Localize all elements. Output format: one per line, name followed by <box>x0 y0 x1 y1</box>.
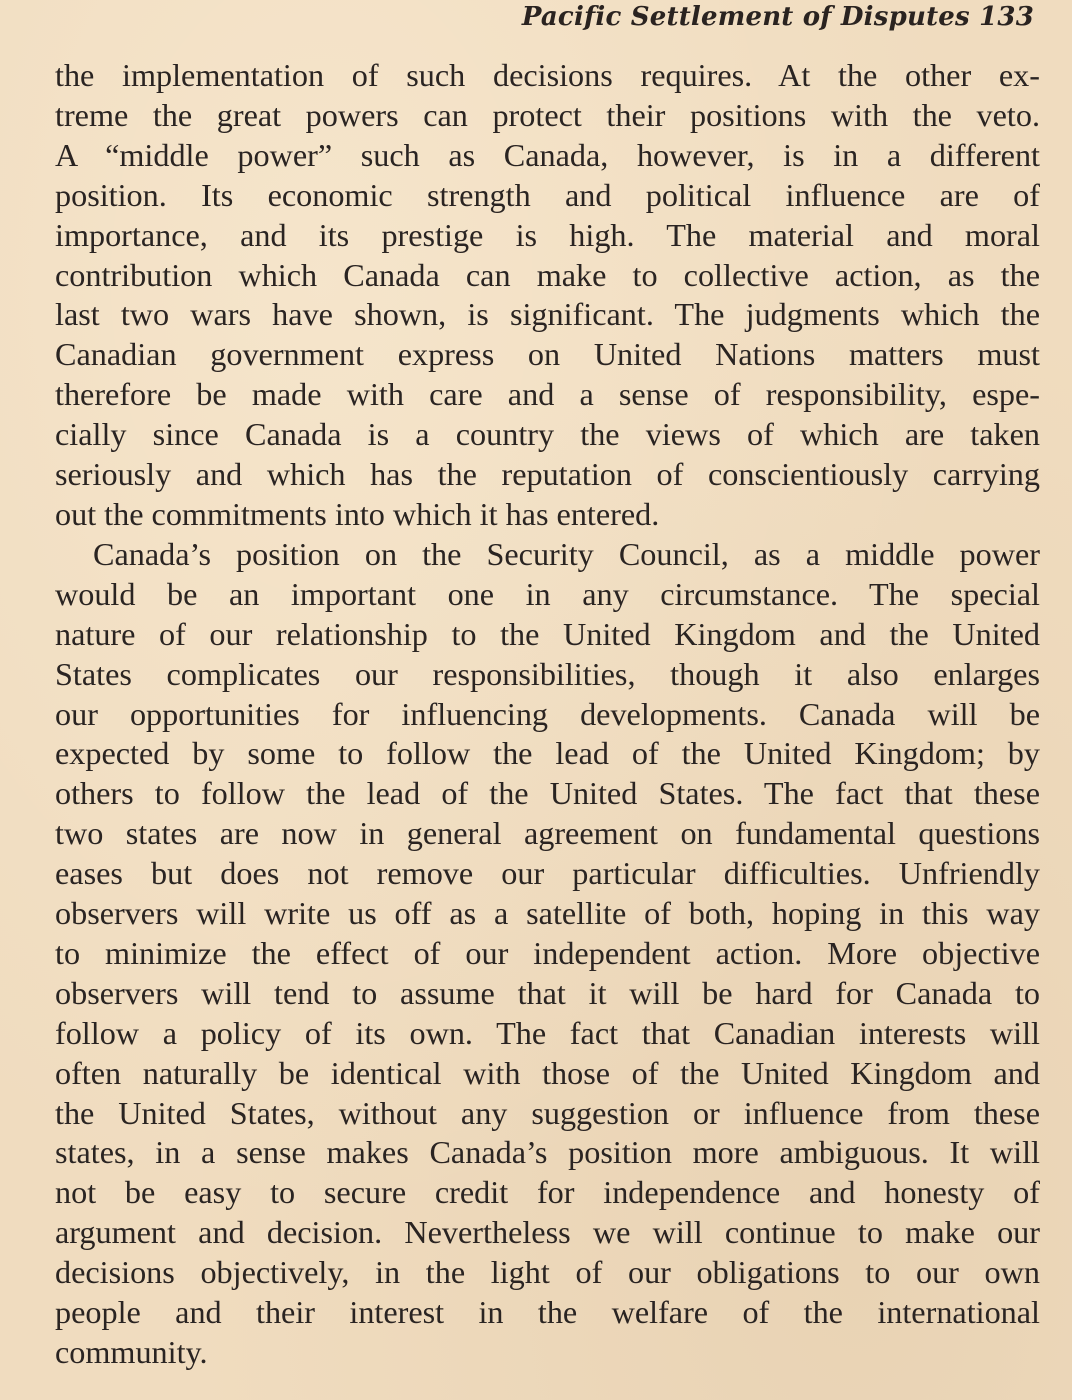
text-line: community. <box>55 1334 208 1370</box>
text-line: Canada’s position on the Security Council, as a middle power <box>93 535 1040 572</box>
text-line: last two wars have shown, is significant. The judgments which the <box>55 296 1040 333</box>
text-line: would be an important one in any circumstance. The special <box>55 575 1040 612</box>
text-line: others to follow the lead of the United States. The fact that these <box>55 775 1040 812</box>
text-line: seriously and which has the reputation of conscientiously carrying <box>55 456 1040 493</box>
text-line: argument and decision. Nevertheless we will continue to make our <box>55 1214 1040 1251</box>
text-line: out the commitments into which it has entered. <box>55 495 660 532</box>
text-line: people and their interest in the welfare of the international <box>55 1294 1040 1331</box>
text-line: eases but does not remove our particular difficulties. Unfriendly <box>55 855 1040 892</box>
text-line: two states are now in general agreement on fundamental questions <box>55 815 1040 852</box>
text-line: often naturally be identical with those of the United Kingdom and <box>55 1054 1040 1091</box>
text-line: observers will tend to assume that it will be hard for Canada to <box>55 974 1040 1011</box>
text-line: decisions objectively, in the light of our obligations to our own <box>55 1254 1040 1291</box>
text-line: therefore be made with care and a sense of responsibility, espe- <box>55 376 1040 413</box>
text-line: A “middle power” such as Canada, however, is in a different <box>55 136 1040 173</box>
text-line: nature of our relationship to the United Kingdom and the United <box>55 615 1040 652</box>
text-line: States complicates our responsibilities, though it also enlarges <box>55 655 1040 692</box>
text-line: the implementation of such decisions requires. At the other ex- <box>55 57 1040 93</box>
running-head: Pacific Settlement of Disputes 133 <box>521 2 1034 32</box>
text-line: follow a policy of its own. The fact that Canadian interests will <box>55 1014 1040 1051</box>
text-line: states, in a sense makes Canada’s position more ambiguous. It will <box>55 1134 1040 1171</box>
text-line: the United States, without any suggestion or influence from these <box>55 1094 1040 1131</box>
text-line: our opportunities for influencing developments. Canada will be <box>55 695 1040 732</box>
text-line: treme the great powers can protect their positions with the veto. <box>55 96 1040 133</box>
text-line: observers will write us off as a satellite of both, hoping in this way <box>55 895 1040 932</box>
text-line: cially since Canada is a country the views of which are taken <box>55 416 1040 453</box>
paragraph-2 <box>55 535 1040 1373</box>
text-line: importance, and its prestige is high. The material and moral <box>55 216 1040 253</box>
paragraph-1 <box>55 56 1040 535</box>
text-line: Canadian government express on United Nations matters must <box>55 336 1040 373</box>
text-line: not be easy to secure credit for independence and honesty of <box>55 1174 1040 1211</box>
text-line: position. Its economic strength and political influence are of <box>55 176 1040 213</box>
text-line: to minimize the effect of our independent action. More objective <box>55 934 1040 971</box>
text-line: contribution which Canada can make to collective action, as the <box>55 256 1040 293</box>
text-line: expected by some to follow the lead of the United Kingdom; by <box>55 735 1040 772</box>
body-text <box>55 56 1040 1373</box>
